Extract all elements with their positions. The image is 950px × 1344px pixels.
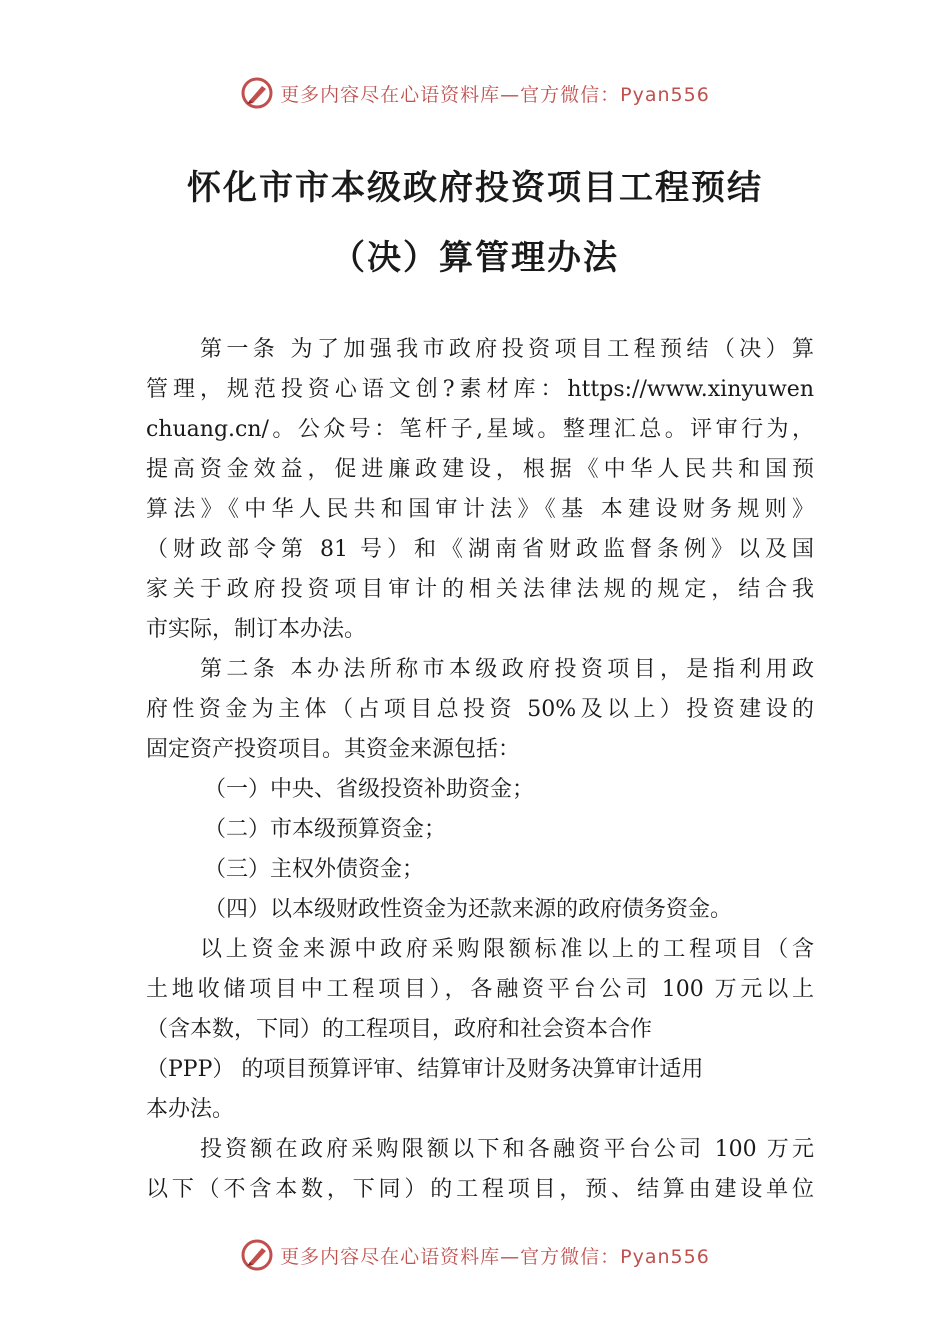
- body-line: 固定资产投资项目。其资金来源包括：: [146, 737, 521, 762]
- body-line: 算法》《中华人民共和国审计法》《基 本建设财务规则》: [146, 497, 814, 522]
- document-title-line-2: （决）算管理办法: [331, 238, 619, 278]
- body-line: 本办法。: [146, 1097, 235, 1122]
- body-line: （财政部令第 81 号）和《湖南省财政监督条例》以及国: [146, 537, 814, 562]
- body-line: 市实际，制订本办法。: [146, 617, 367, 642]
- body-line: 提高资金效益，促进廉政建设，根据《中华人民共和国预: [146, 457, 814, 482]
- body-line: （含本数，下同）的工程项目，政府和社会资本合作: [146, 1017, 653, 1042]
- body-line: 投资额在政府采购限额以下和各融资平台公司 100 万元: [200, 1137, 814, 1162]
- body-line: （PPP） 的项目预算评审、结算审计及财务决算审计适用: [146, 1057, 704, 1082]
- body-line: 管理，规范投资心语文创?素材库：https://www.xinyuwen: [146, 377, 814, 402]
- body-line: 第一条 为了加强我市政府投资项目工程预结（决）算: [200, 337, 814, 362]
- body-line: 第二条 本办法所称市本级政府投资项目，是指利用政: [200, 657, 814, 682]
- document-body: [146, 330, 814, 1210]
- body-line: 土地收储项目中工程项目），各融资平台公司 100 万元以上: [146, 977, 814, 1002]
- watermark-text: 更多内容尽在心语资料库—官方微信：Pyan556: [280, 1245, 710, 1268]
- list-item: （四）以本级财政性资金为还款来源的政府债务资金。: [204, 897, 733, 922]
- list-item: （三）主权外债资金；: [204, 857, 425, 882]
- body-line: 家关于政府投资项目审计的相关法律法规的规定，结合我: [146, 577, 814, 602]
- document-title-line-1: 怀化市市本级政府投资项目工程预结: [187, 168, 763, 208]
- pen-nib-circle-icon: [240, 76, 274, 110]
- body-line: 以上资金来源中政府采购限额标准以上的工程项目（含: [200, 937, 814, 962]
- list-item: （二）市本级预算资金；: [204, 817, 447, 842]
- watermark-footer: [0, 1238, 950, 1272]
- pen-nib-circle-icon: [240, 1238, 274, 1272]
- watermark-text: 更多内容尽在心语资料库—官方微信：Pyan556: [280, 83, 710, 106]
- body-line: 以下（不含本数，下同）的工程项目，预、结算由建设单位: [146, 1177, 814, 1202]
- watermark-header: [0, 76, 950, 110]
- body-line: 府性资金为主体（占项目总投资 50%及以上）投资建设的: [146, 697, 814, 722]
- list-item: （一）中央、省级投资补助资金；: [204, 777, 535, 802]
- body-line: chuang.cn/。公众号：笔杆子,星域。整理汇总。评审行为，: [146, 417, 814, 442]
